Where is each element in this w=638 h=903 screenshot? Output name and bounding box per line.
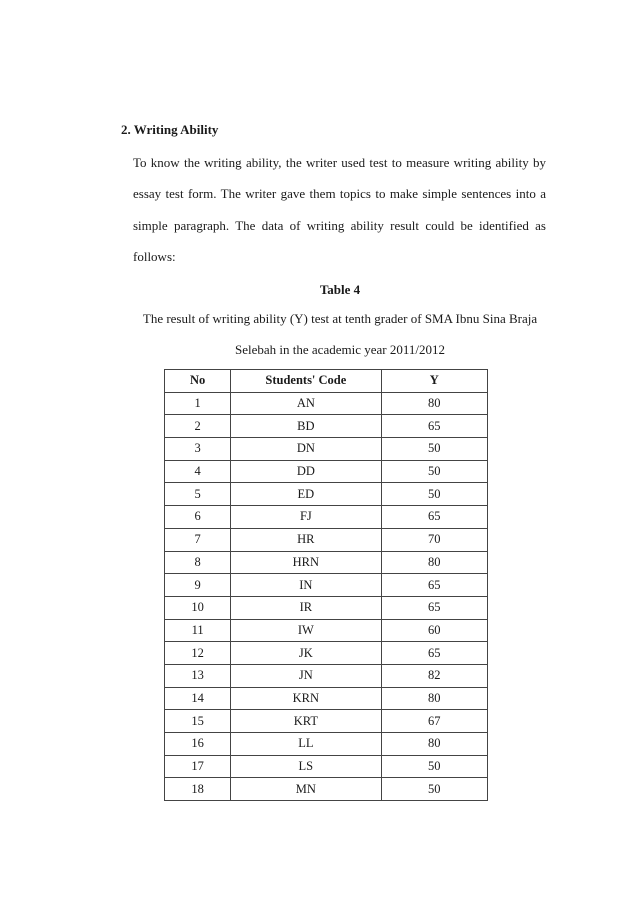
- table-row: [165, 778, 488, 801]
- cell-students-code: JK: [231, 642, 381, 665]
- cell-y: 50: [381, 755, 487, 778]
- cell-y: 50: [381, 460, 487, 483]
- table-row: [165, 483, 488, 506]
- table-row: [165, 506, 488, 529]
- cell-no: 18: [165, 778, 231, 801]
- cell-no: 7: [165, 528, 231, 551]
- table-row: [165, 392, 488, 415]
- cell-no: 6: [165, 506, 231, 529]
- cell-y: 65: [381, 574, 487, 597]
- cell-no: 17: [165, 755, 231, 778]
- cell-no: 16: [165, 733, 231, 756]
- cell-students-code: KRT: [231, 710, 381, 733]
- results-table: [164, 369, 488, 801]
- cell-y: 80: [381, 733, 487, 756]
- cell-no: 8: [165, 551, 231, 574]
- cell-students-code: AN: [231, 392, 381, 415]
- table-row: [165, 460, 488, 483]
- table-row: [165, 551, 488, 574]
- cell-y: 82: [381, 664, 487, 687]
- cell-students-code: KRN: [231, 687, 381, 710]
- cell-y: 80: [381, 687, 487, 710]
- header-no: No: [165, 370, 231, 393]
- table-row: [165, 733, 488, 756]
- table-body: [165, 392, 488, 800]
- table-caption-line2: Selebah in the academic year 2011/2012: [235, 342, 445, 357]
- table-row: [165, 619, 488, 642]
- cell-students-code: HR: [231, 528, 381, 551]
- cell-y: 70: [381, 528, 487, 551]
- cell-y: 50: [381, 438, 487, 461]
- cell-students-code: IR: [231, 596, 381, 619]
- cell-y: 67: [381, 710, 487, 733]
- cell-no: 13: [165, 664, 231, 687]
- table-row: [165, 755, 488, 778]
- cell-no: 10: [165, 596, 231, 619]
- cell-students-code: BD: [231, 415, 381, 438]
- table-title: Table 4: [319, 282, 361, 297]
- cell-y: 50: [381, 483, 487, 506]
- table-row: [165, 596, 488, 619]
- cell-no: 5: [165, 483, 231, 506]
- cell-students-code: ED: [231, 483, 381, 506]
- cell-no: 15: [165, 710, 231, 733]
- cell-students-code: IN: [231, 574, 381, 597]
- table-row: [165, 574, 488, 597]
- table-row: [165, 415, 488, 438]
- header-y: Y: [381, 370, 487, 393]
- cell-no: 2: [165, 415, 231, 438]
- cell-students-code: LL: [231, 733, 381, 756]
- section-paragraph: To know the writing ability, the writer used test to measure writing ability by essay test form. The writer gave them topics to make simple sentences into a simple paragraph. The data of writing ability result could be identified as follows:: [133, 155, 546, 265]
- table-row: [165, 687, 488, 710]
- cell-y: 50: [381, 778, 487, 801]
- cell-no: 4: [165, 460, 231, 483]
- cell-no: 9: [165, 574, 231, 597]
- header-students-code: Students' Code: [231, 370, 381, 393]
- cell-no: 11: [165, 619, 231, 642]
- cell-y: 65: [381, 642, 487, 665]
- section-heading: 2. Writing Ability: [121, 122, 219, 137]
- cell-students-code: DN: [231, 438, 381, 461]
- cell-students-code: HRN: [231, 551, 381, 574]
- table-header-row: [165, 370, 488, 393]
- cell-students-code: IW: [231, 619, 381, 642]
- cell-y: 60: [381, 619, 487, 642]
- cell-y: 80: [381, 392, 487, 415]
- table-row: [165, 710, 488, 733]
- cell-no: 1: [165, 392, 231, 415]
- cell-y: 65: [381, 506, 487, 529]
- table-row: [165, 438, 488, 461]
- cell-students-code: MN: [231, 778, 381, 801]
- table-row: [165, 528, 488, 551]
- cell-students-code: DD: [231, 460, 381, 483]
- cell-no: 3: [165, 438, 231, 461]
- cell-students-code: JN: [231, 664, 381, 687]
- cell-students-code: LS: [231, 755, 381, 778]
- table-row: [165, 664, 488, 687]
- cell-y: 65: [381, 415, 487, 438]
- cell-y: 65: [381, 596, 487, 619]
- cell-no: 12: [165, 642, 231, 665]
- table-caption-line1: The result of writing ability (Y) test at tenth grader of SMA Ibnu Sina Braja: [142, 311, 538, 326]
- cell-no: 14: [165, 687, 231, 710]
- cell-y: 80: [381, 551, 487, 574]
- cell-students-code: FJ: [231, 506, 381, 529]
- table-row: [165, 642, 488, 665]
